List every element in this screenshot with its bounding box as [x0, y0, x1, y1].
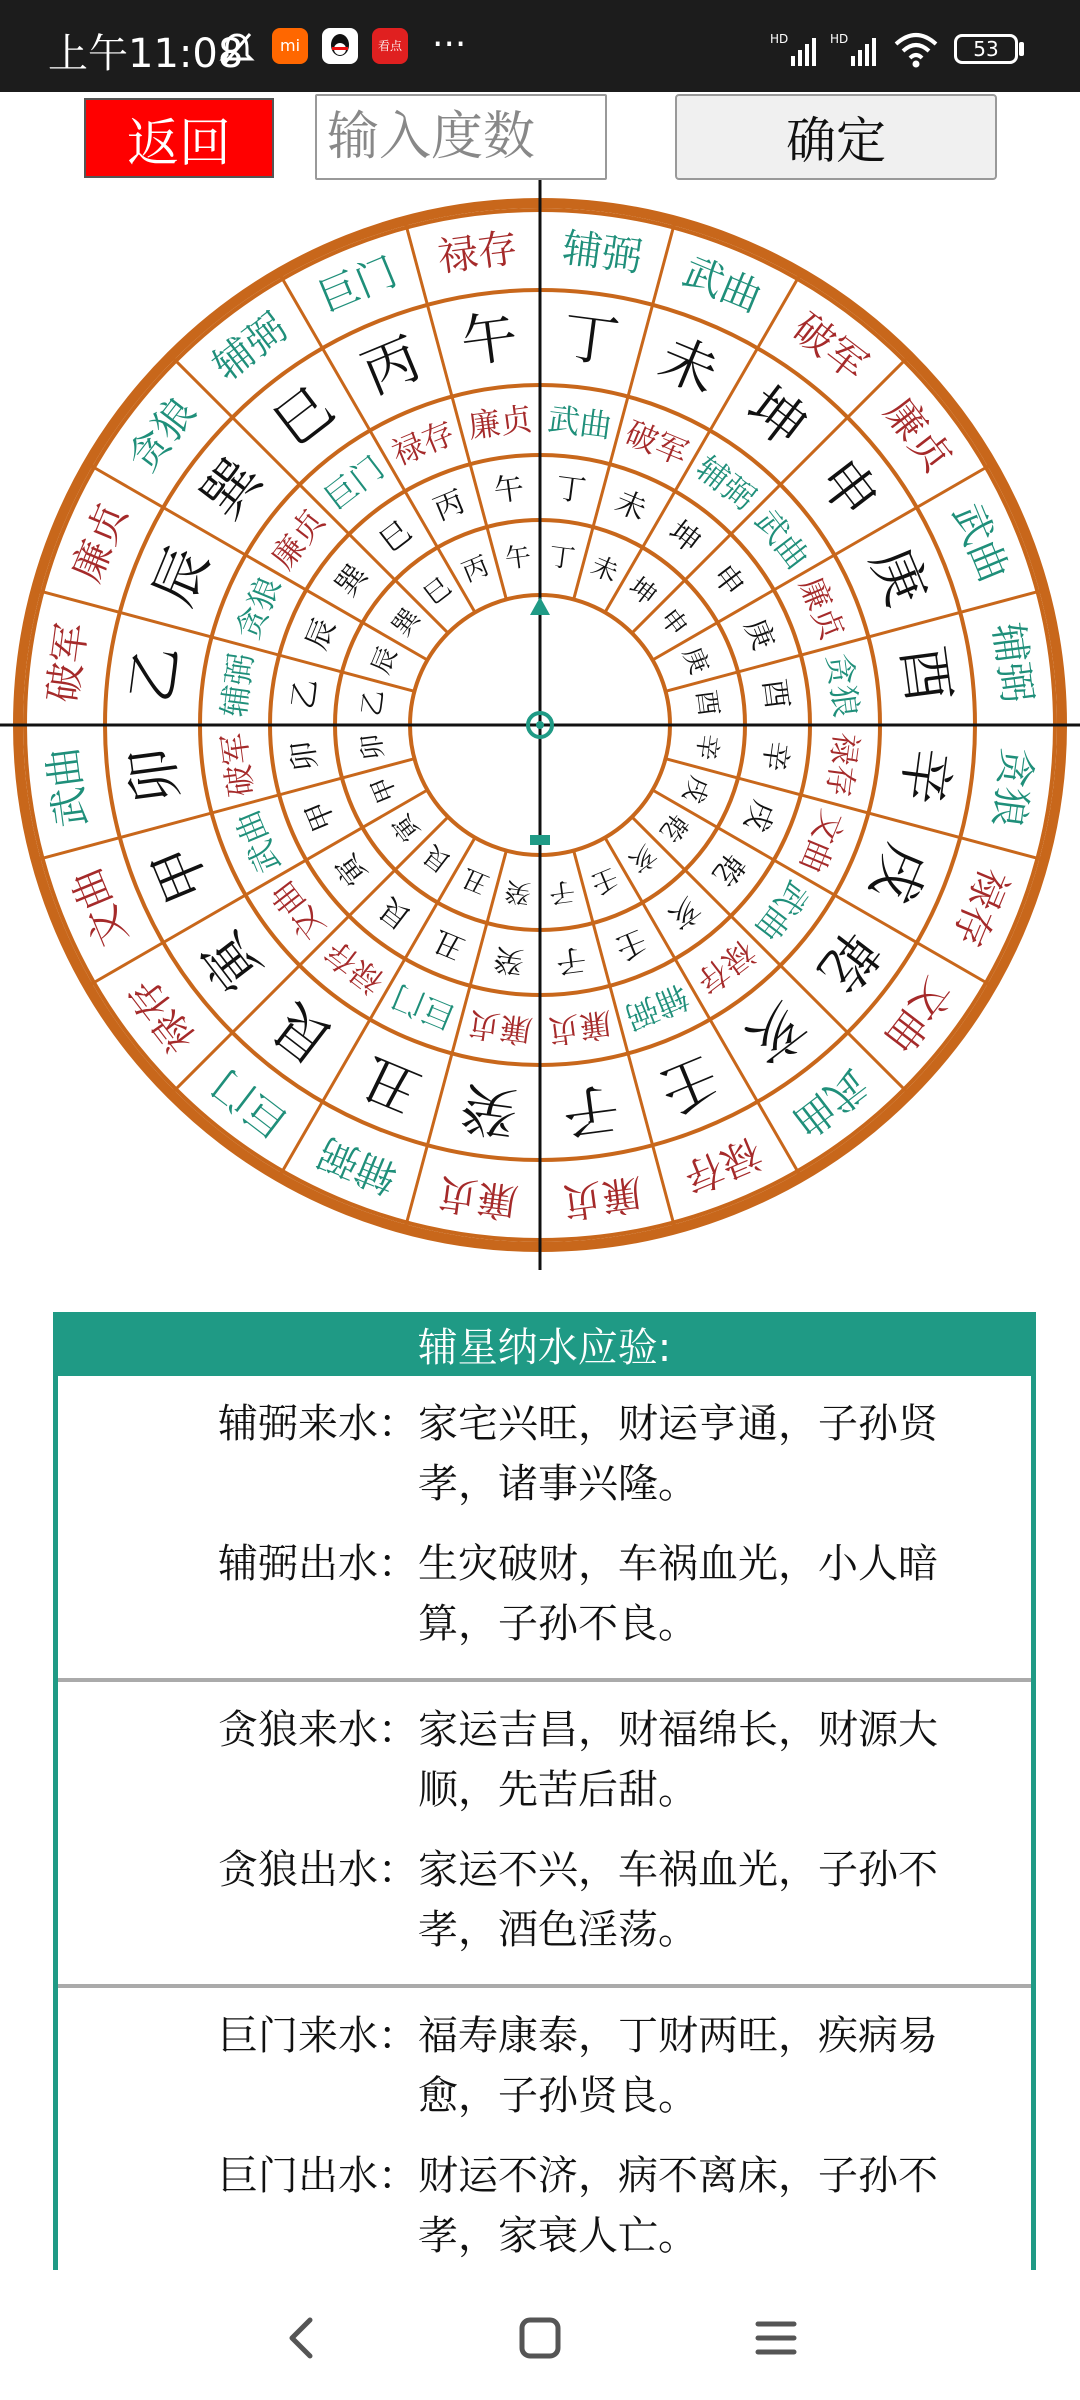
compass-label: 丙: [353, 325, 430, 408]
compass-label: 巽: [386, 603, 427, 643]
compass-label: 乙: [285, 676, 325, 712]
compass-label: 寅: [189, 919, 276, 1004]
water-entry-title: 辅弼来水：: [218, 1401, 418, 1447]
water-entry-title: 巨门出水：: [218, 2153, 418, 2199]
compass-label: 申: [653, 603, 694, 643]
battery-icon: [954, 34, 1018, 64]
compass-label: 艮: [261, 989, 346, 1076]
compass-label: 巳: [373, 513, 419, 560]
water-entry-text: 财运不济，病不离床，子孙不孝，家衰人亡。: [418, 2153, 938, 2259]
compass-label: 武曲: [545, 399, 615, 446]
compass-label: 破军: [619, 413, 694, 474]
compass-label: 酉: [689, 688, 724, 718]
compass-label: 乙: [356, 688, 391, 718]
mi-app-icon: [272, 28, 308, 64]
compass-label: 廉贞: [791, 571, 852, 646]
compass-label: 廉贞: [263, 502, 333, 577]
compass-label: 禄存: [386, 413, 461, 474]
compass-label: 武曲: [784, 1060, 876, 1146]
compass-label: 寅: [328, 846, 375, 892]
compass-label: 亥: [734, 989, 819, 1076]
water-entry-text: 家宅兴旺，财运亨通，子孙贤孝，诸事兴隆。: [418, 1401, 938, 1507]
compass-label: 酉: [888, 642, 961, 707]
compass-label: 酉: [755, 676, 795, 712]
compass-label: 破军: [784, 304, 876, 390]
compass-label: 艮: [418, 838, 458, 879]
mi-app-label: mi: [279, 36, 301, 55]
compass-label: 文曲: [875, 969, 961, 1061]
compass-label: 丙: [428, 484, 470, 528]
signal-1-icon: [790, 32, 820, 68]
compass-label: 廉贞: [545, 1004, 615, 1051]
compass-label: 壬: [650, 1042, 727, 1125]
compass-label: 文曲: [63, 861, 137, 953]
compass-label: 卯: [356, 732, 391, 762]
compass-label: 坤: [622, 571, 662, 612]
compass-label: 未: [586, 550, 623, 589]
qq-app-icon: [322, 28, 358, 64]
compass-label: 辛: [689, 732, 724, 762]
compass-label: 寅: [386, 807, 427, 847]
degree-input[interactable]: [315, 94, 607, 180]
compass-label: 未: [650, 325, 727, 408]
more-notifications-icon: ···: [432, 24, 467, 65]
water-entry-title: 贪狼出水：: [218, 1847, 418, 1893]
compass-label: 子: [553, 940, 589, 980]
compass-label: 廉贞: [559, 1168, 645, 1225]
compass-label: 廉贞: [875, 389, 961, 481]
compass-label: 武曲: [228, 804, 289, 879]
compass-label: 辅弼: [312, 1128, 404, 1202]
wifi-icon: [893, 30, 939, 70]
compass-label: 贪狼: [983, 744, 1040, 830]
compass-label: 武曲: [747, 873, 817, 948]
compass-label: 亥: [661, 890, 707, 937]
compass-label: 辅弼: [983, 620, 1040, 706]
compass-label: 申: [804, 446, 891, 531]
compass-label: 庚: [857, 538, 940, 615]
compass-label: 子: [558, 1073, 623, 1146]
compass-svg[interactable]: [0, 180, 1080, 1280]
compass-label: 乾: [653, 807, 694, 847]
menu-nav-icon[interactable]: [744, 2306, 808, 2370]
compass-label: 贪狼: [119, 389, 205, 481]
water-entry: [58, 1690, 1031, 1830]
bell-muted-icon: [218, 30, 256, 68]
compass-label: 午: [457, 304, 522, 377]
compass-label: 甲: [299, 795, 343, 837]
compass-label: 辅弼: [688, 448, 763, 518]
compass-label: 丑: [353, 1042, 430, 1125]
compass-label: 丁: [547, 541, 577, 576]
battery-level: 53: [973, 37, 999, 61]
compass-label: 巨门: [204, 1060, 296, 1146]
compass-label: 癸: [491, 940, 527, 980]
compass-label: 禄存: [676, 1128, 768, 1202]
network-type-1: HD: [770, 32, 789, 46]
compass-label: 贪狼: [819, 650, 866, 720]
compass-label: 破军: [40, 620, 97, 706]
compass-label: 乾: [804, 919, 891, 1004]
compass-label: 癸: [503, 874, 533, 909]
compass-label: 武曲: [676, 248, 768, 322]
water-entry-title: 辅弼出水：: [218, 1541, 418, 1587]
compass-label: 午: [491, 470, 527, 510]
home-nav-icon[interactable]: [508, 2306, 572, 2370]
south-pointer-icon: [530, 835, 550, 845]
news-app-icon: [372, 28, 408, 64]
water-group: [58, 1682, 1031, 1988]
compass-label: 庚: [676, 642, 715, 679]
compass-label: 文曲: [791, 804, 852, 879]
water-entry-text: 福寿康泰，丁财两旺，疾病易愈，子孙贤良。: [418, 2013, 938, 2119]
back-nav-icon[interactable]: [270, 2306, 334, 2370]
status-time: 上午11:08: [48, 31, 244, 77]
compass-label: 辛: [755, 738, 795, 774]
water-panel[interactable]: [53, 1312, 1036, 2270]
compass-label: 甲: [140, 835, 223, 912]
compass-label: 廉贞: [63, 497, 137, 589]
compass-label: 廉贞: [435, 1168, 521, 1225]
compass-label: 辰: [140, 538, 223, 615]
compass-label: 戌: [857, 835, 940, 912]
water-entry: [58, 1524, 1031, 1664]
compass-label: 禄存: [119, 969, 205, 1061]
compass-label: 武曲: [747, 502, 817, 577]
compass-label: 巨门: [312, 248, 404, 322]
compass-label: 辛: [888, 743, 961, 808]
compass-label: 文曲: [263, 873, 333, 948]
compass-label: 辰: [299, 613, 343, 655]
water-entry: [58, 1830, 1031, 1970]
compass-label: 癸: [457, 1073, 522, 1146]
water-entry-title: 巨门来水：: [218, 2013, 418, 2059]
network-type-2: HD: [830, 32, 849, 46]
compass-label: 巽: [189, 446, 276, 531]
compass-label: 丁: [553, 470, 589, 510]
toolbar: [0, 92, 1080, 188]
water-entry-text: 生灾破财，车祸血光，小人暗算，子孙不良。: [418, 1541, 938, 1647]
water-group: [58, 1988, 1031, 2294]
north-pointer-icon: [530, 597, 550, 615]
compass-label: 坤: [734, 374, 819, 461]
signal-2-icon: [850, 32, 880, 68]
compass-label: 辰: [365, 642, 404, 679]
compass-label: 乾: [705, 846, 752, 892]
compass-label: 卯: [119, 743, 192, 808]
compass-label: 巳: [261, 374, 346, 461]
compass-label: 禄存: [435, 225, 521, 282]
water-panel-title: 辅星纳水应验:: [58, 1312, 1031, 1376]
compass-label: 坤: [661, 513, 707, 560]
status-bar: [0, 0, 1080, 92]
center-dot: [536, 721, 544, 729]
compass-label: 巨门: [317, 448, 392, 518]
compass-label: 廉贞: [465, 1004, 535, 1051]
compass-label: 甲: [365, 771, 404, 808]
compass-label: 禄存: [688, 932, 763, 1002]
compass-label: 丑: [428, 922, 470, 966]
compass-label: 丑: [457, 861, 494, 900]
compass-label: 乙: [119, 642, 192, 707]
compass-label: 巽: [328, 558, 375, 604]
nav-bar: [0, 2270, 1080, 2400]
compass-label: 艮: [373, 890, 419, 937]
compass-label: 庚: [737, 613, 781, 655]
compass-label: 申: [705, 558, 752, 604]
battery-tip-icon: [1019, 42, 1024, 56]
compass-label: 辅弼: [204, 304, 296, 390]
compass-label: 辅弼: [214, 650, 261, 720]
compass-dial[interactable]: [0, 180, 1080, 1280]
back-button[interactable]: 返回: [84, 98, 274, 178]
confirm-button[interactable]: 确定: [675, 94, 997, 180]
water-entry: [58, 2136, 1031, 2276]
compass-label: 戌: [676, 771, 715, 808]
water-entry-text: 家运不兴，车祸血光，子孙不孝，酒色淫荡。: [418, 1847, 938, 1953]
water-entry: [58, 1384, 1031, 1524]
water-entry-text: 家运吉昌，财福绵长，财源大顺，先苦后甜。: [418, 1707, 938, 1813]
news-app-label: 看点: [377, 39, 402, 53]
compass-label: 廉贞: [465, 399, 535, 446]
compass-label: 巨门: [386, 976, 461, 1037]
compass-label: 子: [547, 874, 577, 909]
compass-label: 未: [610, 484, 652, 528]
compass-label: 禄存: [943, 861, 1017, 953]
compass-label: 巳: [418, 571, 458, 612]
water-panel-body: [58, 1376, 1031, 2400]
compass-label: 辅弼: [619, 976, 694, 1037]
compass-label: 贪狼: [228, 571, 289, 646]
water-entry: [58, 1996, 1031, 2136]
compass-label: 丁: [558, 304, 623, 377]
water-group: [58, 1376, 1031, 1682]
compass-label: 壬: [610, 922, 652, 966]
compass-label: 亥: [622, 838, 662, 879]
compass-label: 午: [503, 541, 533, 576]
water-entry-title: 贪狼来水：: [218, 1707, 418, 1753]
compass-label: 戌: [737, 795, 781, 837]
compass-label: 武曲: [40, 744, 97, 830]
compass-label: 武曲: [943, 497, 1017, 589]
compass-label: 壬: [586, 861, 623, 900]
compass-label: 禄存: [819, 730, 866, 800]
compass-label: 丙: [457, 550, 494, 589]
compass-label: 禄存: [317, 932, 392, 1002]
compass-label: 辅弼: [559, 225, 645, 282]
compass-label: 破军: [214, 730, 261, 800]
compass-label: 卯: [285, 738, 325, 774]
